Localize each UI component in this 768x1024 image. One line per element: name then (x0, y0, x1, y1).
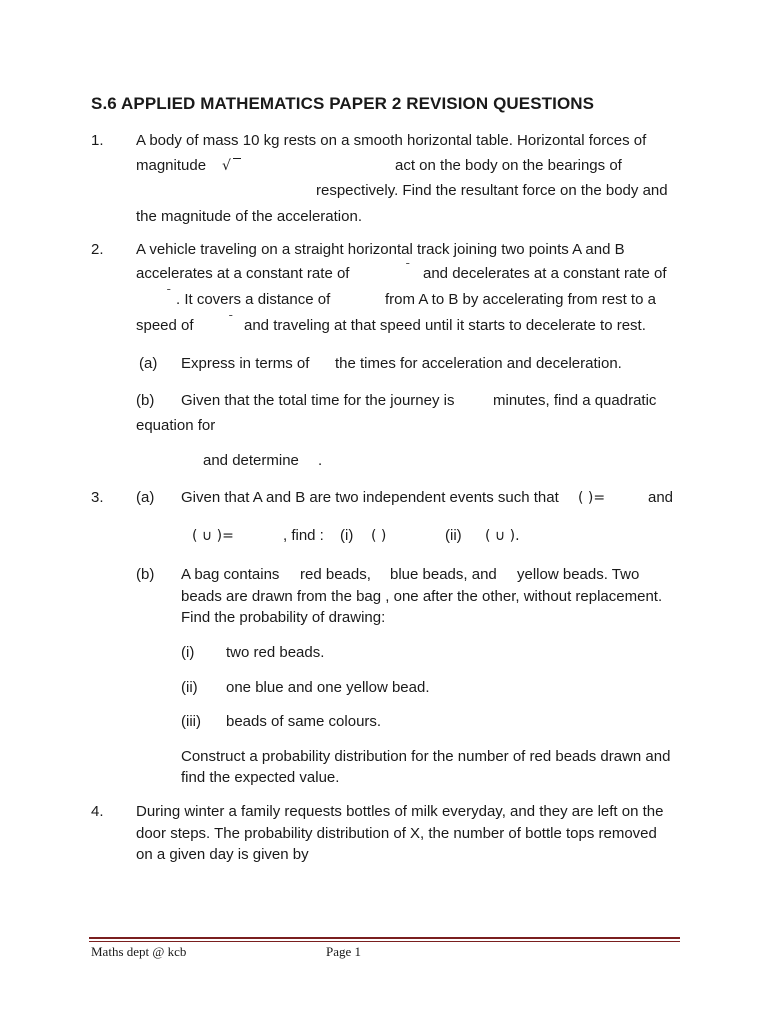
page-number: Page 1 (326, 944, 362, 959)
subpart-text: red beads, (300, 566, 371, 583)
superscript-minus: ˉ (405, 261, 411, 274)
subpart-text: and (648, 489, 674, 506)
subpart-label: (a) (139, 355, 158, 372)
subpart-text: Given that A and B are two independent events such that (181, 489, 559, 506)
question-text-line: speed of (136, 317, 194, 334)
list-item-text: one blue and one yellow bead. (226, 679, 430, 696)
question-text-line: A vehicle traveling on a straight horizontal track joining two points A and B (136, 241, 625, 258)
subpart-text: equation for (136, 417, 216, 434)
probability-expression: ( )= (578, 490, 606, 506)
subpart-text: A bag contains (181, 566, 280, 583)
list-item-label: (i) (181, 644, 195, 661)
probability-expression: ( ∪ ). (485, 528, 520, 544)
question-text-line: magnitude (136, 157, 207, 174)
subpart-label: (ii) (445, 527, 462, 544)
list-item-label: (iii) (181, 713, 201, 730)
subpart-label: (a) (136, 489, 155, 506)
question-text-line: and traveling at that speed until it starts to decelerate to rest. (244, 317, 646, 334)
subpart-label: (i) (340, 527, 354, 544)
probability-expression: ( ∪ )= (192, 528, 234, 544)
subpart-text: yellow beads. Two (517, 566, 640, 583)
question-text-line: door steps. The probability distribution of X, the number of bottle tops removed (136, 825, 657, 842)
probability-expression: ( ) (371, 528, 387, 544)
subpart-text: Given that the total time for the journey is (181, 392, 455, 409)
subpart-label: (b) (136, 392, 155, 409)
subpart-text: . (318, 452, 323, 469)
subpart-text: blue beads, and (390, 566, 497, 583)
subpart-text: and determine (203, 452, 299, 469)
question-number: 1. (91, 132, 104, 149)
list-item-text: two red beads. (226, 644, 325, 661)
square-root-bar (233, 158, 241, 159)
subpart-text: Express in terms of (181, 355, 310, 372)
subpart-text: the times for acceleration and deceleration. (335, 355, 622, 372)
question-text-line: A body of mass 10 kg rests on a smooth horizontal table. Horizontal forces of (136, 132, 647, 149)
page-title: S.6 APPLIED MATHEMATICS PAPER 2 REVISION QUESTIONS (91, 94, 595, 113)
question-number: 4. (91, 803, 104, 820)
question-number: 2. (91, 241, 104, 258)
list-item-label: (ii) (181, 679, 198, 696)
question-text-line: During winter a family requests bottles of milk everyday, and they are left on the (136, 803, 664, 820)
footer-rule (89, 937, 680, 939)
subpart-text: minutes, find a quadratic (493, 392, 657, 409)
question-text-line: accelerates at a constant rate of (136, 265, 350, 282)
question-text-line: . It covers a distance of (176, 291, 331, 308)
subpart-text: find the expected value. (181, 769, 340, 786)
question-number: 3. (91, 489, 104, 506)
superscript-minus: ˉ (228, 313, 234, 326)
square-root-symbol: √ (222, 158, 231, 174)
subpart-text: Find the probability of drawing: (181, 609, 386, 626)
question-text-line: and decelerates at a constant rate of (423, 265, 667, 282)
question-text-line: from A to B by accelerating from rest to a (385, 291, 656, 308)
question-text-line: act on the body on the bearings of (395, 157, 622, 174)
superscript-minus: ˉ (166, 287, 172, 300)
subpart-text: beads are drawn from the bag , one after the other, without replacement. (181, 588, 663, 605)
subpart-text: Construct a probability distribution for the number of red beads drawn and (181, 748, 671, 765)
footer-department: Maths dept @ kcb (91, 944, 187, 959)
subpart-text: , find : (283, 527, 324, 544)
footer-rule (89, 941, 680, 942)
question-text-line: the magnitude of the acceleration. (136, 208, 362, 225)
list-item-text: beads of same colours. (226, 713, 382, 730)
subpart-label: (b) (136, 566, 155, 583)
question-text-line: respectively. Find the resultant force on the body and (316, 182, 668, 199)
question-text-line: on a given day is given by (136, 846, 309, 863)
